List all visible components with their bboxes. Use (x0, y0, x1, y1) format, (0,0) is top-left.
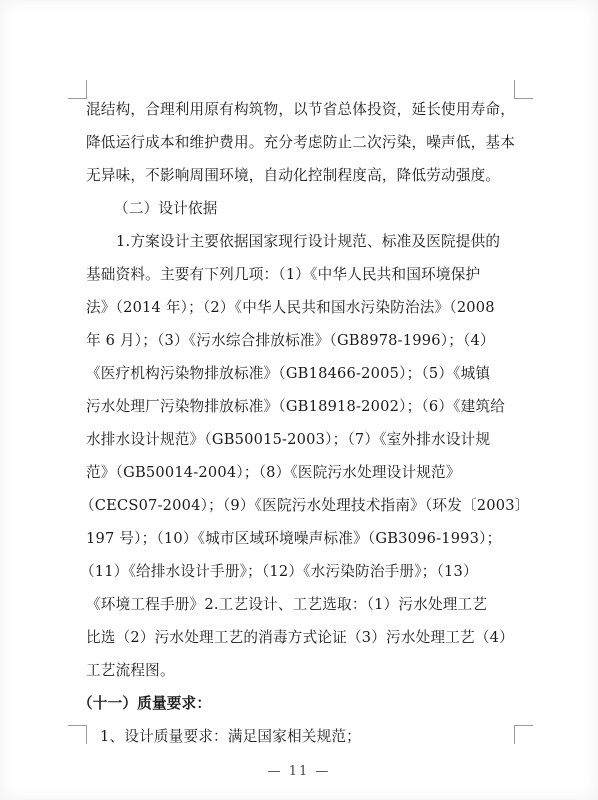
text-line: 工艺流程图。 (86, 662, 175, 679)
crop-mark-top-right (514, 80, 533, 99)
crop-mark-bottom-right (514, 725, 533, 744)
text-line: 年 6 月）；（3）《污水综合排放标准》（GB8978-1996）；（4） (86, 332, 495, 349)
text-line: 降低运行成本和维护费用。充分考虑防止二次污染，噪声低，基本 (86, 134, 516, 151)
text-line: 197 号）；（10）《城市区域环境噪声标准》（GB3096-1993）； (86, 530, 502, 547)
text-line: 《医疗机构污染物排放标准》（GB18466-2005）；（5）《城镇 (86, 365, 491, 382)
crop-mark-top-left (68, 80, 87, 99)
section-heading: （二）设计依据 (114, 200, 218, 217)
text-line: （11）《给排水设计手册》；（12）《水污染防治手册》；（13） (80, 563, 478, 580)
text-line: 混结构，合理利用原有构筑物，以节省总体投资，延长使用寿命， (86, 101, 516, 118)
text-line: 无异味，不影响周围环境，自动化控制程度高，降低劳动强度。 (86, 167, 501, 184)
crop-mark-bottom-left (68, 725, 87, 744)
text-line: 1.方案设计主要依据国家现行设计规范、标准及医院提供的 (116, 233, 501, 250)
text-line: 1、设计质量要求：满足国家相关规范； (100, 728, 361, 745)
section-heading-bold: （十一）质量要求： (78, 695, 212, 712)
page-number: — 11 — (267, 764, 331, 779)
text-line: 法》（2014 年）；（2）《中华人民共和国水污染防治法》（2008 (86, 299, 495, 316)
text-line: 水排水设计规范》（GB50015-2003）；（7）《室外排水设计规 (86, 431, 491, 448)
text-line: 污水处理厂污染物排放标准》（GB18918-2002）；（6）《建筑给 (86, 398, 506, 415)
text-line: 范》（GB50014-2004）；（8）《医院污水处理设计规范》 (86, 464, 461, 481)
text-line: 比选（2）污水处理工艺的消毒方式论证（3）污水处理工艺（4） (86, 629, 514, 646)
text-line: 《环境工程手册》2.工艺设计、工艺选取：（1）污水处理工艺 (86, 596, 488, 613)
text-line: （CECS07-2004）；（9）《医院污水处理技术指南》（环发〔2003〕 (80, 497, 530, 514)
text-line: 基础资料。主要有下列几项：（1）《中华人民共和国环境保护 (86, 266, 481, 283)
